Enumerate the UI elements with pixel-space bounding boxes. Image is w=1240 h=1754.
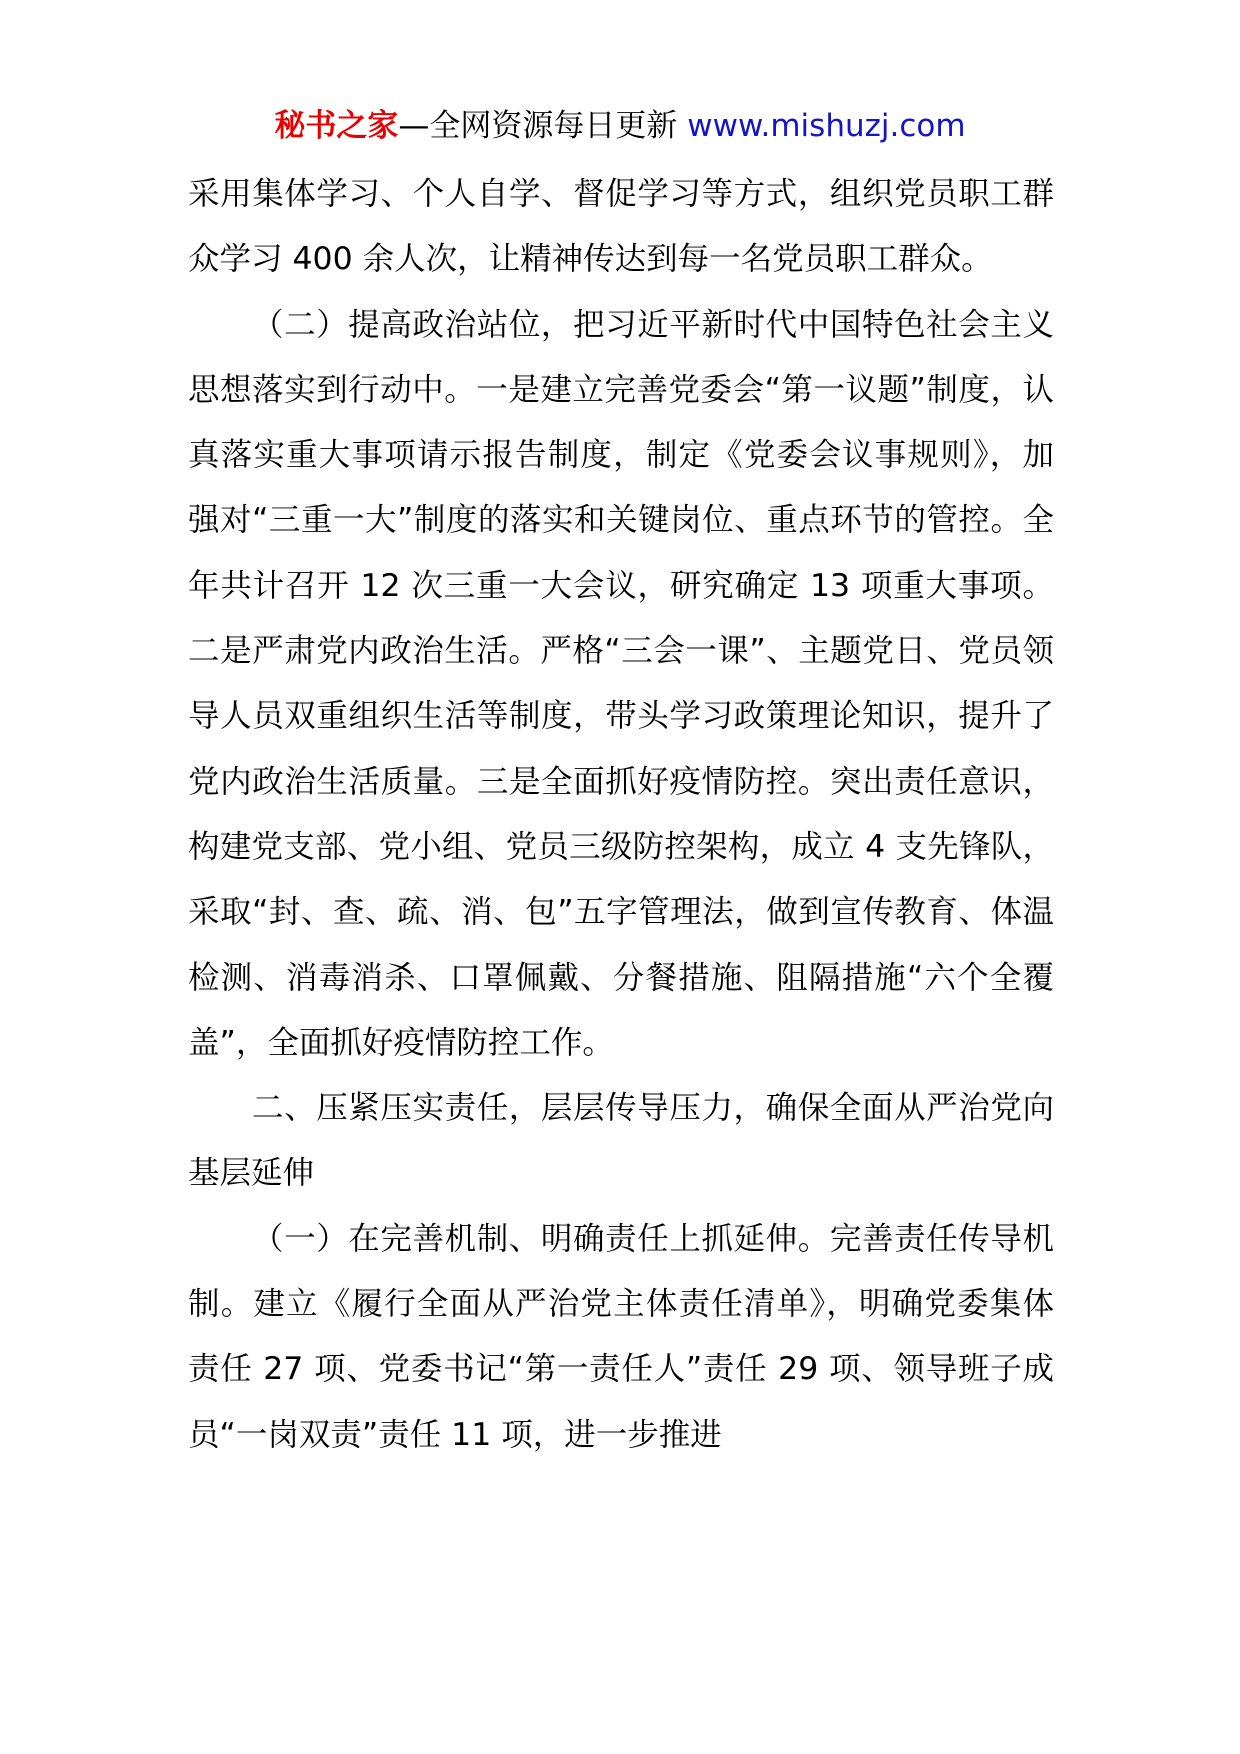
paragraph-section-mechanism: （一）在完善机制、明确责任上抓延伸。完善责任传导机制。建立《履行全面从严治党主体责任清单》，明确党委集体责任 27 项、党委书记“第一责任人”责任 29 项、领导班子成员“一岗双责”责任 11 项，进一步推进 xyxy=(188,1220,1054,1453)
paragraph-continuation: 采用集体学习、个人自学、督促学习等方式，组织党员职工群众学习 400 余人次，让精神传达到每一名党员职工群众。 xyxy=(188,176,1054,278)
paragraph-section-political-stance: （二）提高政治站位，把习近平新时代中国特色社会主义思想落实到行动中。一是建立完善党委会“第一议题”制度，认真落实重大事项请示报告制度，制定《党委会议事规则》，加强对“三重一大”制度的落实和关键岗位、重点环节的管控。全年共计召开 12 次三重一大会议，研究确定 13 项重大事项。二是严肃党内政治生活。严格“三会一课”、主题党日、党员领导人员双重组织生活等制度，带头学习政策理论知识，提升了党内政治生活质量。三是全面抓好疫情防控。突出责任意识，构建党支部、党小组、党员三级防控架构，成立 4 支先锋队，采取“封、查、疏、消、包”五字管理法，做到宣传教育、体温检测、消毒消杀、口罩佩戴、分餐措施、阻隔措施“六个全覆盖”，全面抓好疫情防控工作。 xyxy=(188,306,1054,1061)
site-url-link[interactable]: www.mishuzj.com xyxy=(687,108,966,144)
document-body xyxy=(188,162,1054,1468)
section-heading-responsibility: 二、压紧压实责任，层层传导压力，确保全面从严治党向基层延伸 xyxy=(188,1090,1054,1192)
page-header xyxy=(0,98,1240,154)
header-tagline: —全网资源每日更新 xyxy=(398,108,678,144)
brand-name: 秘书之家 xyxy=(274,108,399,144)
